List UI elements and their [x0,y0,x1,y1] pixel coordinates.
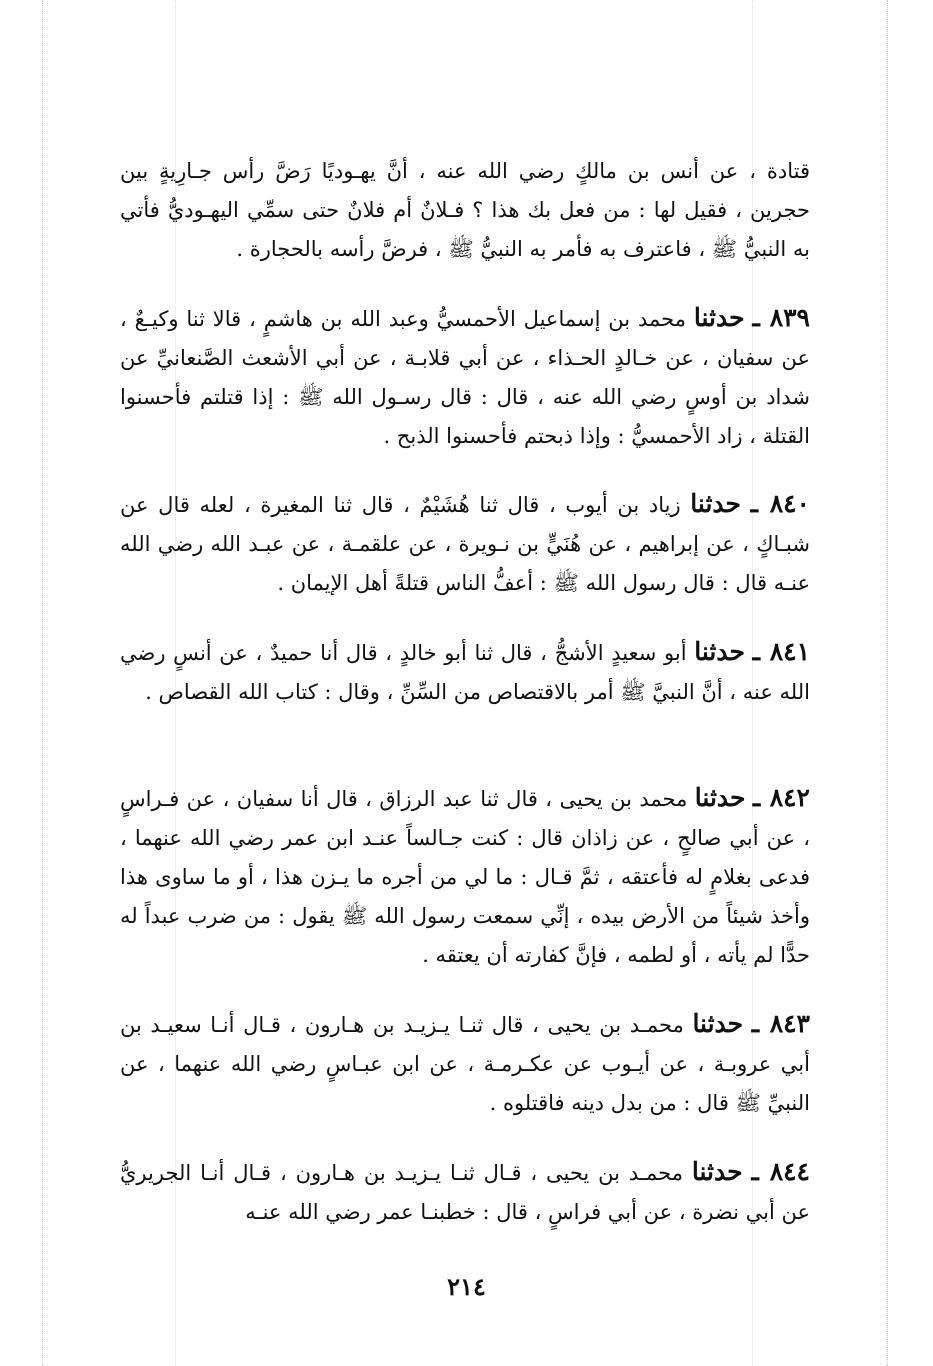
hadith-lead-word: حدثنا [693,303,745,332]
hadith-844 [120,1152,810,1232]
hadith-text: أبو سعيدٍ الأشجُّ ، قال ثنا أبو خالدٍ ، قال أنا حميدٌ ، عن أنسٍ رضي الله عنه ، أنَّ النبيَّ ﷺ أمر بالاقتصاص من السِّنِّ ، وقال : كتاب الله القصاص . [120,641,810,704]
hadith-841 [120,632,810,712]
paragraph-continuation [120,152,810,269]
hadith-number: ٨٤١ ـ [752,637,811,666]
scan-dotted-line [42,0,43,1366]
hadith-lead-word: حدثنا [691,1157,743,1186]
hadith-lead-word: حدثنا [692,1009,744,1038]
hadith-number: ٨٤٣ ـ [751,1009,810,1038]
scan-dotted-line [887,0,888,1366]
hadith-lead-word: حدثنا [694,783,746,812]
hadith-text: زياد بن أيوب ، قال ثنا هُشَيْمٌ ، قال ثنا المغيرة ، لعله قال عن شبـاكٍ ، عن إبراهيم ، عن هُنَيٍّ بن نـويرة ، عن علقمـة ، عن عبـد الله رضي الله عنـه قال : قال رسول الله ﷺ : أعفُّ الناس قتلةً أهل الإيمان . [120,493,810,595]
hadith-text: محمد بن إسماعيل الأحمسيُّ وعبد الله بن هاشمٍ ، قالا ثنا وكيـعٌ ، عن سفيان ، عن خـالدٍ الحـذاء ، عن أبي قلابـة ، عن أبي الأشعث الصَّنعانيِّ عن شداد بن أوسٍ رضي الله عنه ، قال : قال رسـول الله ﷺ : إذا قتلتم فأحسنوا القتلة ، زاد الأحمسيُّ : وإذا ذبحتم فأحسنوا الذبح . [120,307,810,448]
page-number: ٢١٤ [447,1272,486,1301]
hadith-number: ٨٤٠ ـ [750,489,810,518]
hadith-843 [120,1004,810,1123]
hadith-840 [120,484,810,603]
hadith-number: ٨٤٤ ـ [751,1157,810,1186]
hadith-text: محمـد بن يحيى ، قـال ثنـا يـزيـد بن هـارون ، قـال أنـا الجريريُّ عن أبي نضرة ، عن أبي فراسٍ ، قال : خطبنـا عمر رضي الله عنـه [120,1161,810,1224]
hadith-text: محمـد بن يحيى ، قال ثنـا يـزيـد بن هـارون ، قـال أنـا سعيـد بن أبي عروبـة ، عن أيـوب عن عكـرمـة ، عن ابن عبـاسٍ رضي الله عنهما ، عن النبيِّ ﷺ قال : من بدل دينه فاقتلوه . [120,1013,810,1115]
hadith-number: ٨٣٩ ـ [752,303,810,332]
hadith-number: ٨٤٢ ـ [752,783,810,812]
hadith-lead-word: حدثنا [690,489,741,518]
hadith-839 [120,298,810,456]
paragraph-text: قتادة ، عن أنس بن مالكٍ رضي الله عنه ، أنَّ يهـوديًا رَضَّ رأس جـارِيةٍ بين حجرين ، فقيل لها : من فعل بك هذا ؟ فـلانٌ أم فلانٌ حتى سمِّي اليهـوديُّ فأتي به النبيُّ ﷺ ، فاعترف به فأمر به النبيُّ ﷺ ، فرضَّ رأسه بالحجارة . [120,159,810,261]
hadith-842 [120,778,810,975]
hadith-lead-word: حدثنا [694,637,745,666]
hadith-text: محمد بن يحيى ، قال ثنا عبد الرزاق ، قال أنا سفيان ، عن فـراسٍ ، عن أبي صالحٍ ، عن زاذان قال : كنت جـالساً عنـد ابن عمر رضي الله عنهما ، فدعى بغلامٍ له فأعتقه ، ثمَّ قـال : ما لي من أجره ما يـزن هذا ، أو ما ساوى هذا وأخذ شيئاً من الأرض بيده ، إنِّي سمعت رسول الله ﷺ يقول : من ضرب عبداً له حدًّا لم يأته ، أو لطمه ، فإنَّ كفارته أن يعتقه . [120,787,810,967]
